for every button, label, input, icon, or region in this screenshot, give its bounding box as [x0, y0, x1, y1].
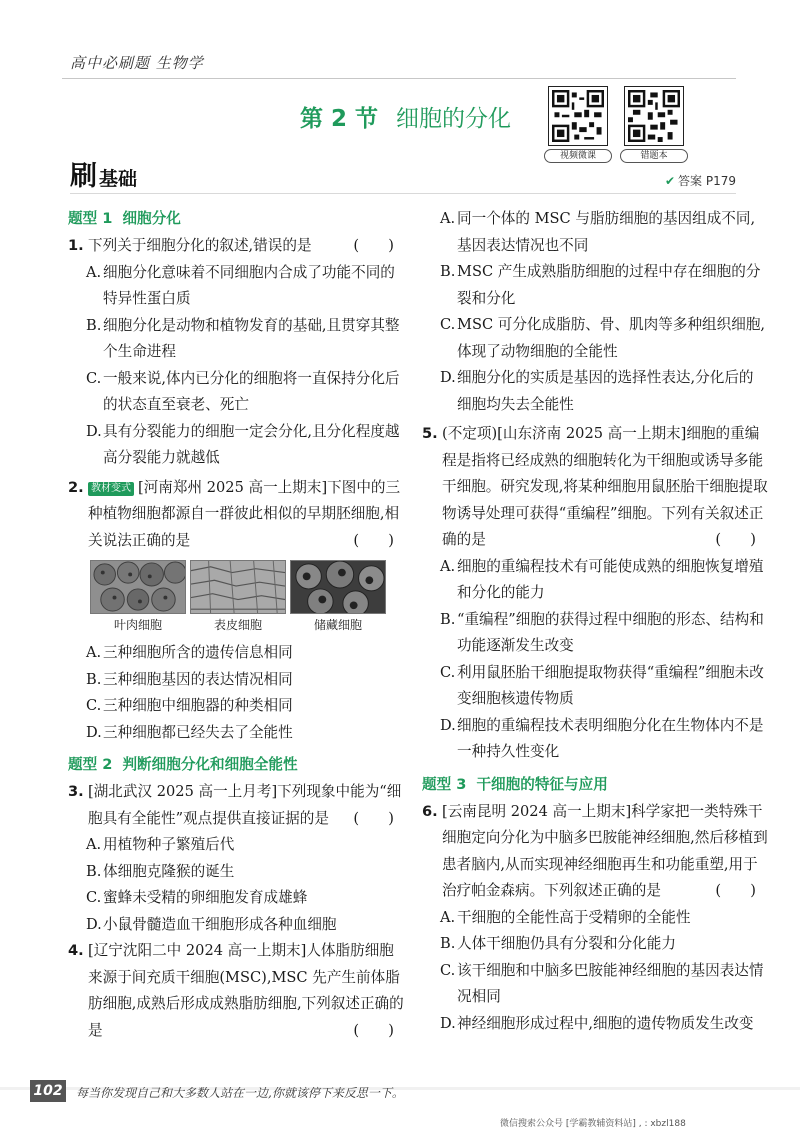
- book-header: 高中必刷题 生物学: [70, 54, 204, 72]
- question-number: 4.: [68, 942, 84, 959]
- section-number: 第 2 节: [300, 106, 379, 132]
- question-stem: 下列关于细胞分化的叙述,错误的是: [88, 237, 312, 254]
- epidermal-cell-image: [190, 560, 286, 614]
- option[interactable]: D. 小鼠骨髓造血干细胞形成各种血细胞: [86, 915, 337, 933]
- option[interactable]: C. 利用鼠胚胎干细胞提取物获得“重编程”细胞未改变细胞核遗传物质: [440, 663, 764, 707]
- answer-bracket[interactable]: ( ): [353, 237, 394, 254]
- qr-code-video[interactable]: [548, 86, 608, 146]
- answer-reference: [665, 172, 736, 189]
- option[interactable]: A. 同一个体的 MSC 与脂肪细胞的基因组成不同,基因表达情况也不同: [440, 210, 756, 254]
- option[interactable]: C. 一般来说,体内已分化的细胞将一直保持分化后的状态直至衰老、死亡: [86, 369, 400, 413]
- question-stem: [河南郑州 2025 高一上期末]下图中的三种植物细胞都源自一群彼此相似的早期胚细胞,相关说法正确的是: [88, 478, 401, 549]
- question-3: [68, 779, 406, 832]
- answer-bracket[interactable]: ( ): [353, 809, 394, 827]
- basic-label: 基础: [99, 168, 138, 190]
- question-number: 1.: [68, 237, 84, 254]
- header-divider: [62, 78, 736, 79]
- option[interactable]: B. 三种细胞基因的表达情况相同: [86, 670, 293, 688]
- storage-cell-image: [290, 560, 386, 614]
- cell-figure: [90, 560, 406, 636]
- question-number: 5.: [422, 425, 438, 442]
- answer-bracket[interactable]: ( ): [715, 882, 756, 899]
- qr-video-label: 视频微课: [544, 149, 612, 163]
- qr-code-wrong-book[interactable]: [624, 86, 684, 146]
- question-number: 2.: [68, 478, 84, 496]
- answer-bracket[interactable]: ( ): [715, 531, 756, 548]
- answer-page: 答案 P179: [678, 174, 736, 188]
- option[interactable]: A. 细胞分化意味着不同细胞内合成了功能不同的特异性蛋白质: [86, 263, 395, 307]
- page-number: 102: [30, 1080, 66, 1102]
- option[interactable]: C. 该干细胞和中脑多巴胺能神经细胞的基因表达情况相同: [440, 961, 764, 1005]
- option[interactable]: C. 三种细胞中细胞器的种类相同: [86, 697, 293, 714]
- question-number: 3.: [68, 783, 84, 800]
- section-title: [300, 100, 511, 133]
- option[interactable]: B. “重编程”细胞的获得过程中细胞的形态、结构和功能逐渐发生改变: [440, 610, 764, 654]
- figure-caption: 表皮细胞: [213, 618, 262, 632]
- option[interactable]: D. 神经细胞形成过程中,细胞的遗传物质发生改变: [440, 1014, 754, 1032]
- type-heading: [68, 206, 406, 232]
- question-stem: [山东济南 2025 高一上期末]细胞的重编程是指将已经成熟的细胞转化为干细胞或诱导多能干细胞。研究发现,将某种细胞用鼠胚胎干细胞提取物诱导处理可获得“重编程”细胞。下列有关叙述正确的是: [442, 425, 768, 548]
- mesophyll-cell-image: [90, 560, 186, 614]
- question-number: 6.: [422, 802, 438, 820]
- figure-caption: 叶肉细胞: [113, 618, 162, 632]
- check-icon: ✔: [664, 174, 676, 188]
- type-name: 判断细胞分化和细胞全能性: [122, 756, 298, 773]
- type-number: 题型 3: [422, 775, 467, 793]
- qr-wrong-label: 错题本: [620, 149, 688, 163]
- option[interactable]: D. 三种细胞都已经失去了全能性: [86, 723, 293, 741]
- option[interactable]: A. 干细胞的全能性高于受精卵的全能性: [440, 908, 691, 926]
- type-heading: [68, 752, 406, 778]
- type-name: 干细胞的特征与应用: [476, 775, 608, 793]
- watermark-text: 微信搜索公众号 [学霸教辅资料站] , : xbzl188: [500, 1119, 686, 1129]
- footer-quote: 每当你发现自己和大多数人站在一边,你就该停下来反思一下。: [76, 1086, 404, 1100]
- question-5: [422, 421, 768, 554]
- option[interactable]: B. MSC 产生成熟脂肪细胞的过程中存在细胞的分裂和分化: [440, 263, 761, 307]
- question-stem: [湖北武汉 2025 高一上月考]下列现象中能为“细胞具有全能性”观点提供直接证据的是: [88, 783, 402, 827]
- right-column: [422, 206, 768, 1037]
- option[interactable]: B. 人体干细胞仍具有分裂和分化能力: [440, 935, 676, 952]
- section-name: 细胞的分化: [396, 106, 512, 132]
- option[interactable]: A. 细胞的重编程技术有可能使成熟的细胞恢复增殖和分化的能力: [440, 557, 764, 601]
- basic-heading: [70, 154, 137, 193]
- type-name: 细胞分化: [122, 210, 181, 227]
- answer-bracket[interactable]: ( ): [353, 531, 394, 549]
- brush-glyph: 刷: [70, 161, 97, 192]
- question-stem: [云南昆明 2024 高一上期末]科学家把一类特殊干细胞定向分化为中脑多巴胺能神经细胞,然后移植到患者脑内,从而实现神经细胞再生和功能重塑,用于治疗帕金森病。下列叙述正确的是: [442, 802, 768, 899]
- option[interactable]: C. 蜜蜂未受精的卵细胞发育成雄蜂: [86, 889, 308, 906]
- question-6: [422, 799, 768, 905]
- question-stem: [辽宁沈阳二中 2024 高一上期末]人体脂肪细胞来源于间充质干细胞(MSC),MSC 先产生前体脂肪细胞,成熟后形成成熟脂肪细胞,下列叙述正确的是: [88, 942, 404, 1039]
- question-1: [68, 233, 406, 260]
- left-column: [68, 206, 406, 1044]
- option[interactable]: B. 体细胞克隆猴的诞生: [86, 862, 235, 880]
- type-number: 题型 1: [68, 210, 113, 227]
- option[interactable]: D. 细胞的重编程技术表明细胞分化在生物体内不是一种持久性变化: [440, 716, 764, 760]
- figure-caption: 储藏细胞: [313, 618, 362, 632]
- type-heading: [422, 772, 768, 798]
- qr-code-icon: [552, 90, 604, 142]
- option[interactable]: B. 细胞分化是动物和植物发育的基础,且贯穿其整个生命进程: [86, 316, 400, 360]
- type-number: 题型 2: [68, 756, 113, 773]
- option[interactable]: A. 用植物种子繁殖后代: [86, 836, 235, 853]
- multi-answer-tag: (不定项): [442, 425, 498, 442]
- basic-divider: [70, 193, 736, 194]
- question-2: [68, 475, 406, 555]
- textbook-variant-badge: 教材变式: [88, 482, 134, 496]
- option[interactable]: C. MSC 可分化成脂肪、骨、肌肉等多种组织细胞,体现了动物细胞的全能性: [440, 316, 766, 360]
- answer-bracket[interactable]: ( ): [353, 1021, 394, 1039]
- option[interactable]: D. 具有分裂能力的细胞一定会分化,且分化程度越高分裂能力就越低: [86, 422, 400, 466]
- question-4: [68, 938, 406, 1044]
- option[interactable]: A. 三种细胞所含的遗传信息相同: [86, 644, 293, 661]
- option[interactable]: D. 细胞分化的实质是基因的选择性表达,分化后的细胞均失去全能性: [440, 369, 754, 413]
- qr-code-icon: [628, 90, 680, 142]
